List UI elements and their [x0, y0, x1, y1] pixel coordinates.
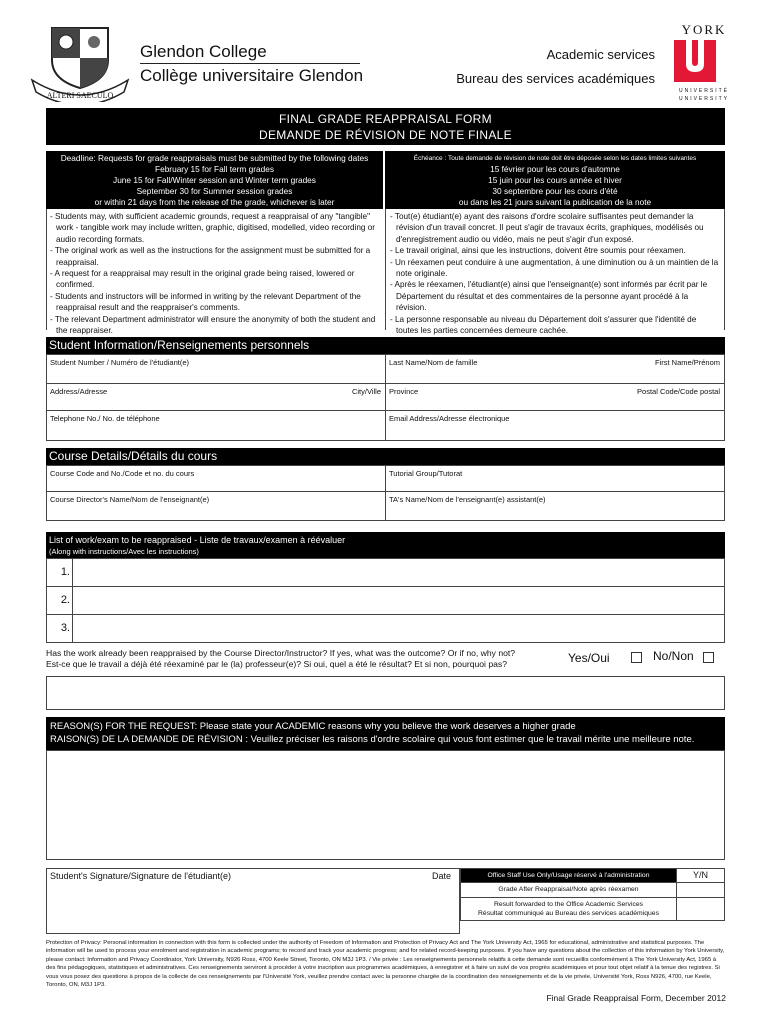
work-item-number: 3.	[47, 615, 73, 642]
city-label: City/Ville	[351, 387, 381, 396]
college-name	[140, 40, 363, 87]
no-label: No/Non	[653, 649, 694, 663]
rule-fr: - Le travail original, ainsi que les instructions, doivent être soumis pour réexamen.	[390, 246, 686, 256]
office-grade-cell[interactable]	[676, 883, 724, 897]
office-head-row	[460, 868, 725, 883]
york-sub-en: UNIVERSITY	[678, 96, 729, 102]
prior-reappraisal-question	[46, 648, 515, 670]
no-checkbox-box[interactable]	[703, 652, 714, 663]
reason-en: REASON(S) FOR THE REQUEST: Please state your ACADEMIC reasons why you believe the work deserves a higher grade	[50, 721, 576, 732]
student-number-field[interactable]	[46, 354, 386, 384]
date-label: Date	[431, 871, 451, 881]
deadline-fr-line: 15 février pour les cours d'automne	[490, 164, 620, 174]
services-en: Academic services	[546, 47, 655, 62]
college-name-fr: Collège universitaire Glendon	[140, 66, 364, 85]
office-grade-label: Grade After Reappraisal/Note après réexamen	[498, 886, 639, 893]
yes-checkbox-box[interactable]	[631, 652, 642, 663]
work-item-number: 2.	[47, 587, 73, 614]
yes-checkbox[interactable]	[631, 650, 642, 668]
academic-services	[456, 43, 655, 91]
question-en: Has the work already been reappraised by the Course Director/Instructor? If yes, what was the outcome? Or if no, why not?	[46, 648, 516, 658]
reason-text-area[interactable]	[46, 750, 725, 860]
deadline-en	[46, 151, 383, 209]
province-label: Province	[389, 387, 419, 396]
rule-en: - The relevant Department administrator will ensure the anonymity of both the student and the reappraiser.	[50, 314, 376, 336]
telephone-field[interactable]	[46, 410, 386, 441]
signature-label: Student's Signature/Signature de l'étudiant(e)	[50, 871, 232, 881]
form-title-fr: DEMANDE DE RÉVISION DE NOTE FINALE	[259, 128, 512, 142]
deadline-fr-line: 15 juin pour les cours année et hiver	[488, 175, 622, 185]
crest-motto: ALTERI SAECULO	[46, 91, 114, 100]
rules-en	[46, 209, 385, 336]
work-list-title: List of work/exam to be reappraised - Liste de travaux/examen à réévaluer	[49, 535, 346, 545]
ta-name-field[interactable]	[385, 491, 725, 521]
tutorial-label: Tutorial Group/Tutorat	[389, 469, 463, 478]
work-item-1[interactable]	[46, 558, 725, 587]
form-footer: Final Grade Reappraisal Form, December 2012	[546, 993, 726, 1003]
province-field[interactable]	[385, 383, 725, 411]
rule-en: - Students may, with sufficient academic grounds, request a reappraisal of any "tangible" work - tangible work may include written, graphic, digitised, modelled, video recording or audio recording formats.	[50, 212, 376, 244]
signature-box[interactable]	[46, 868, 460, 934]
office-yn-label: Y/N	[676, 869, 724, 882]
student-number-label: Student Number / Numéro de l'étudiant(e)	[50, 358, 190, 367]
address-field[interactable]	[46, 383, 386, 411]
rule-en: - A request for a reappraisal may result in the original grade being raised, lowered or confirmed.	[50, 269, 355, 290]
work-item-2[interactable]	[46, 586, 725, 615]
york-sub-fr: UNIVERSITÉ	[678, 88, 729, 94]
telephone-label: Telephone No./ No. de téléphone	[50, 414, 160, 423]
tutorial-field[interactable]	[385, 465, 725, 492]
course-details-header: Course Details/Détails du cours	[46, 448, 725, 465]
office-forwarded-row	[460, 898, 725, 921]
office-forwarded-cell[interactable]	[676, 898, 724, 920]
office-head-label: Office Staff Use Only/Usage réservé à l'administration	[461, 869, 676, 882]
address-label: Address/Adresse	[50, 387, 108, 396]
name-field[interactable]	[385, 354, 725, 384]
york-u-icon	[674, 40, 716, 82]
deadline-fr-line: 30 septembre pour les cours d'été	[492, 186, 618, 196]
rules-fr	[385, 209, 725, 336]
deadline-en-line: June 15 for Fall/Winter session and Winter term grades	[113, 175, 316, 185]
first-name-label: First Name/Prénom	[654, 358, 720, 367]
yes-label: Yes/Oui	[568, 651, 610, 665]
deadline-fr-line: Échéance : Toute demande de révision de note doit être déposée selon les dates limites suivantes	[413, 155, 697, 162]
rule-fr: - La personne responsable au niveau du Département doit s'assurer que l'identité de toutes les parties concernées demeure cachée.	[390, 314, 697, 336]
form-title	[46, 108, 725, 145]
reason-header	[46, 717, 725, 750]
rule-fr: - Après le réexamen, l'étudiant(e) ainsi que l'enseignant(e) sont informés par écrit par le Département du résultat et des commentaires de la personne ayant procédé à la révision.	[390, 280, 708, 313]
no-checkbox[interactable]	[703, 650, 714, 668]
ta-name-label: TA's Name/Nom de l'enseignant(e) assistant(e)	[389, 495, 546, 504]
work-item-number: 1.	[47, 559, 73, 586]
last-name-label: Last Name/Nom de famille	[389, 358, 478, 367]
question-fr: Est-ce que le travail a déjà été réexaminé par le (la) professeur(e)? Si oui, quel a été le résultat? Et si non, pourquoi pas?	[46, 659, 507, 669]
prior-reappraisal-answer-box[interactable]	[46, 676, 725, 710]
rule-fr: - Un réexamen peut conduire à une augmentation, à une diminution ou à un maintien de la note originale.	[390, 257, 719, 279]
course-director-field[interactable]	[46, 491, 386, 521]
deadline-en-line: Deadline: Requests for grade reappraisals must be submitted by the following dates	[60, 153, 369, 163]
postal-code-label: Postal Code/Code postal	[637, 387, 720, 396]
office-use-table	[460, 868, 725, 921]
deadline-fr	[385, 151, 725, 209]
rule-en: - Students and instructors will be informed in writing by the relevant Department of the reappraisal result and the reappraiser's comments.	[50, 291, 361, 313]
course-director-label: Course Director's Name/Nom de l'enseignant(e)	[50, 495, 210, 504]
glendon-crest-logo	[30, 22, 130, 102]
office-forwarded-label	[461, 898, 676, 920]
college-name-en: Glendon College	[140, 40, 360, 64]
email-label: Email Address/Adresse électronique	[389, 414, 510, 423]
work-item-3[interactable]	[46, 614, 725, 643]
student-info-header: Student Information/Renseignements personnels	[46, 337, 725, 354]
office-grade-row	[460, 883, 725, 898]
services-fr: Bureau des services académiques	[456, 71, 655, 86]
form-title-en: FINAL GRADE REAPPRAISAL FORM	[279, 112, 492, 126]
deadline-en-line: or within 21 days from the release of the grade, whichever is later	[94, 197, 335, 207]
no-option	[653, 649, 694, 663]
privacy-notice: Protection of Privacy: Personal information in connection with this form is collected under the authority of Freedom of Information and Protection of Privacy Act and The York University Act, 1965 for educational, administrative and statistical purposes. The information will be used to process your enrolment and registration in academic programs; to record and track your academic progress; and for related record-keeping purposes. If you have any questions about the collection of this information by York University, please contact: Information and Privacy Coordinator, York University, N926 Ross, 4700 Keele Street, Toronto, ON M3J 1P3. / Vie privée : Les renseignements personnels relatifs à cette demande sont recueillis conformément à The York University Act, 1965 à des fins pédagogiques, statistiques et administratives. Ces renseignements serviront à procéder à votre inscription aux programmes académiques, à enregistrer et à faire un suivi de vos progrès académiques et pour tout objet relatif à la tenue des registres. Si vous vous posez des questions à propos de la collecte de ces renseignements par l'Université York, veuillez prendre contact avec la personne chargée de la coordination des renseignements et de la vie privée, Université York, Ross N926, 4700, rue Keele, Toronto, ON, M3J 1P3.	[46, 940, 725, 989]
rule-en: - The original work as well as the instructions for the assignment must be submitted for a reappraisal.	[50, 246, 371, 267]
work-list-header	[46, 532, 725, 559]
york-logo	[674, 22, 734, 104]
yes-option	[568, 651, 610, 665]
office-forwarded-fr: Résultat communiqué au Bureau des services académiques	[478, 910, 659, 917]
rule-fr: - Tout(e) étudiant(e) ayant des raisons d'ordre scolaire suffisantes peut demander la révision d'un travail concret. Il peut s'agir de travaux écrits, graphiques, modélisés ou d'enregistrement audio ou vidéo, mais ne peut s'agir d'un exposé.	[390, 212, 704, 244]
work-list-subtitle: (Along with instructions/Avec les instructions)	[49, 547, 199, 556]
course-code-field[interactable]	[46, 465, 386, 492]
deadline-en-line: September 30 for Summer session grades	[136, 186, 293, 196]
york-name: YORK	[681, 22, 727, 37]
deadline-fr-line: ou dans les 21 jours suivant la publication de la note	[458, 197, 652, 207]
reason-fr: RAISON(S) DE LA DEMANDE DE RÉVISION : Veuillez préciser les raisons d'ordre scolaire qui vous font estimer que le travail mérite une meilleure note.	[50, 734, 695, 745]
office-forwarded-en: Result forwarded to the Office Academic Services	[493, 901, 644, 908]
email-field[interactable]	[385, 410, 725, 441]
course-code-label: Course Code and No./Code et no. du cours	[50, 469, 195, 478]
deadline-en-line: February 15 for Fall term grades	[155, 164, 274, 174]
